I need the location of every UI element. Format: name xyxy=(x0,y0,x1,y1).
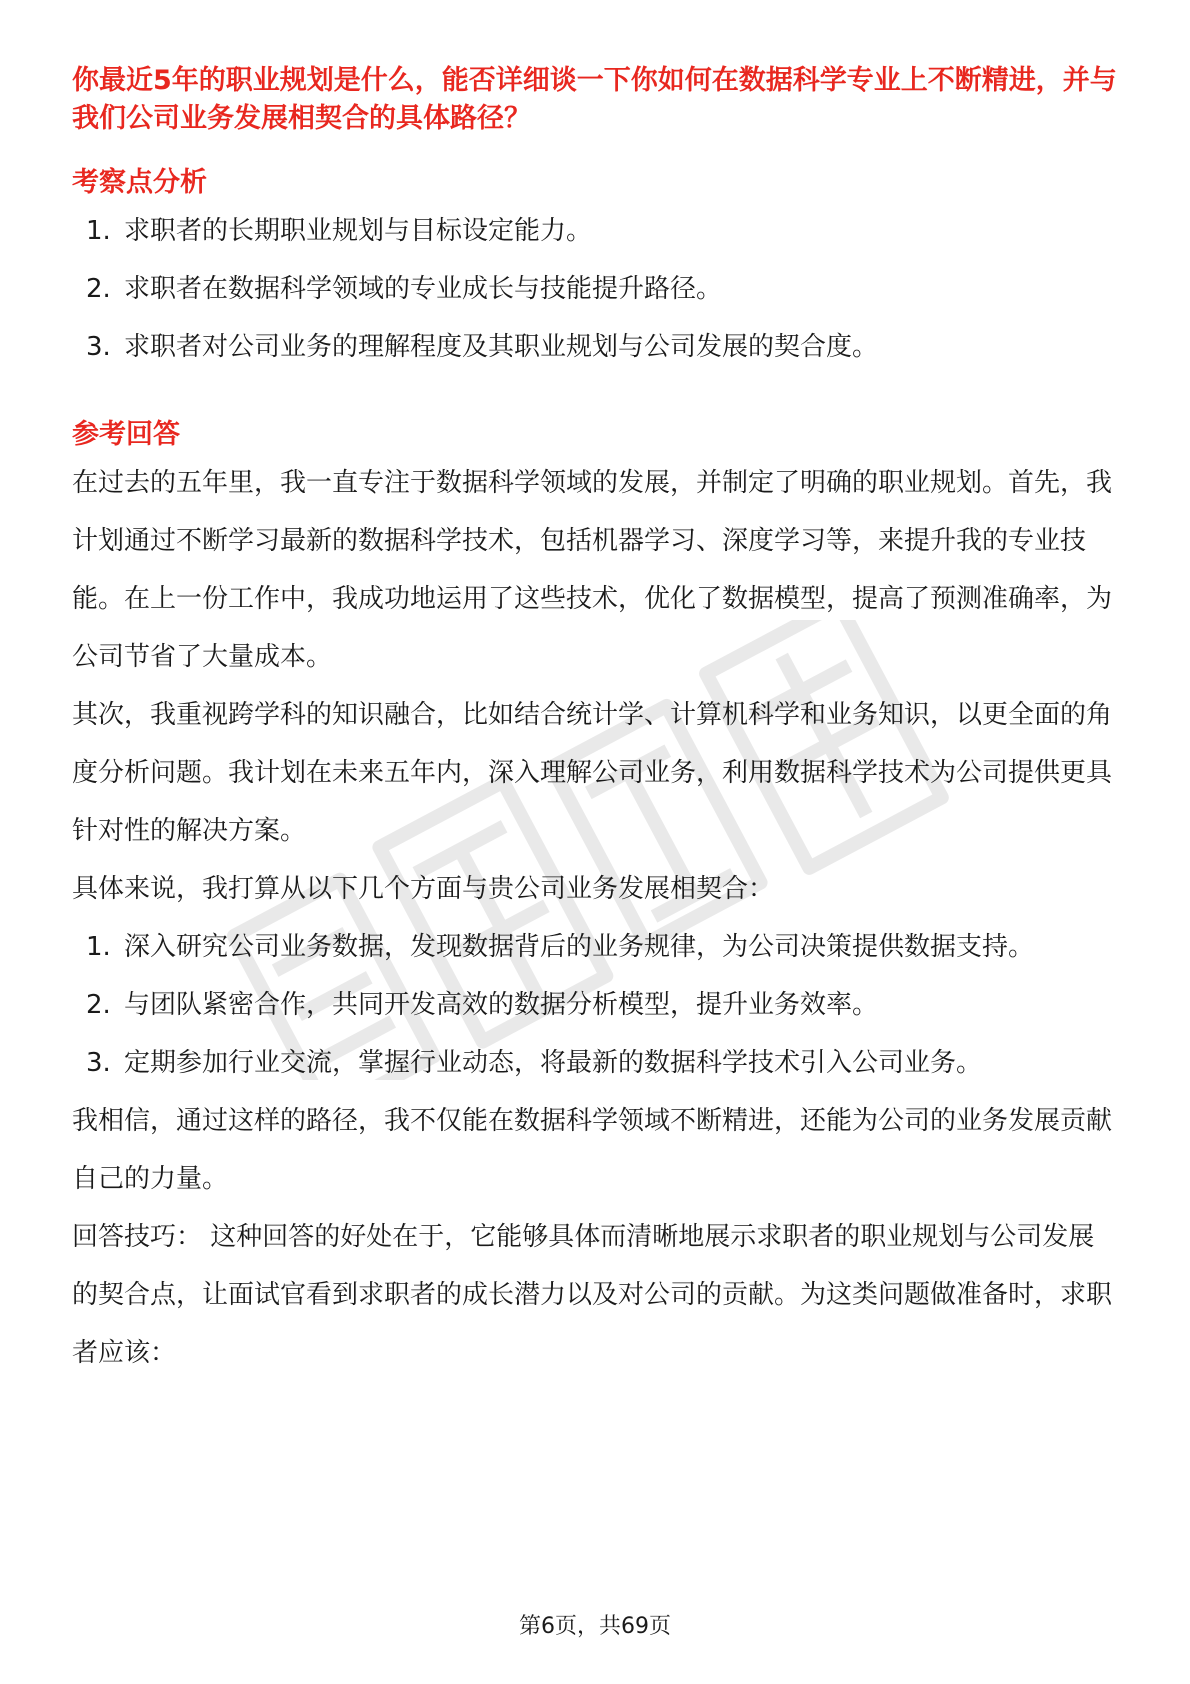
answer-paragraph-3: 具体来说，我打算从以下几个方面与贵公司业务发展相契合： xyxy=(72,874,775,904)
list-item xyxy=(72,1034,1118,1092)
answer-paragraph-1: 在过去的五年里，我一直专注于数据科学领域的发展，并制定了明确的职业规划。首先，我计划通过不断学习最新的数据科学技术，包括机器学习、深度学习等，来提升我的专业技能。在上一份工作中，我成功地运用了这些技术，优化了数据模型，提高了预测准确率，为公司节省了大量成本。 xyxy=(72,468,1113,672)
list-item xyxy=(72,318,1118,376)
analysis-heading: 考察点分析 xyxy=(72,167,207,198)
list-number: 2. xyxy=(86,990,111,1020)
answer-paragraph-2: 其次，我重视跨学科的知识融合，比如结合统计学、计算机科学和业务知识，以更全面的角度分析问题。我计划在未来五年内，深入理解公司业务，利用数据科学技术为公司提供更具针对性的解决方案。 xyxy=(72,700,1113,846)
list-item xyxy=(72,976,1118,1034)
list-item-text: 定期参加行业交流，掌握行业动态，将最新的数据科学技术引入公司业务。 xyxy=(124,1048,983,1078)
list-number: 3. xyxy=(86,332,111,362)
list-item xyxy=(72,918,1118,976)
list-item-text: 深入研究公司业务数据，发现数据背后的业务规律，为公司决策提供数据支持。 xyxy=(124,932,1035,962)
plan-list xyxy=(72,918,1118,1092)
answer-heading: 参考回答 xyxy=(72,419,180,450)
list-number: 2. xyxy=(86,274,111,304)
list-item xyxy=(72,260,1118,318)
list-number: 3. xyxy=(86,1048,111,1078)
list-item xyxy=(72,202,1118,260)
list-item-text: 求职者的长期职业规划与目标设定能力。 xyxy=(124,216,593,246)
page-number-footer: 第6页，共69页 xyxy=(519,1614,671,1639)
list-item-text: 与团队紧密合作，共同开发高效的数据分析模型，提升业务效率。 xyxy=(124,990,879,1020)
list-number: 1. xyxy=(86,216,111,246)
analysis-list xyxy=(72,202,1118,376)
document-content xyxy=(72,62,1118,1382)
question-title: 你最近5年的职业规划是什么，能否详细谈一下你如何在数据科学专业上不断精进，并与我们公司业务发展相契合的具体路径？ xyxy=(72,65,1117,134)
list-number: 1. xyxy=(86,932,111,962)
answer-paragraph-4: 我相信，通过这样的路径，我不仅能在数据科学领域不断精进，还能为公司的业务发展贡献自己的力量。 xyxy=(72,1106,1113,1194)
answer-tips: 回答技巧： 这种回答的好处在于，它能够具体而清晰地展示求职者的职业规划与公司发展的契合点，让面试官看到求职者的成长潜力以及对公司的贡献。为这类问题做准备时，求职者应该： xyxy=(72,1222,1113,1368)
list-item-text: 求职者对公司业务的理解程度及其职业规划与公司发展的契合度。 xyxy=(124,332,879,362)
list-item-text: 求职者在数据科学领域的专业成长与技能提升路径。 xyxy=(124,274,723,304)
